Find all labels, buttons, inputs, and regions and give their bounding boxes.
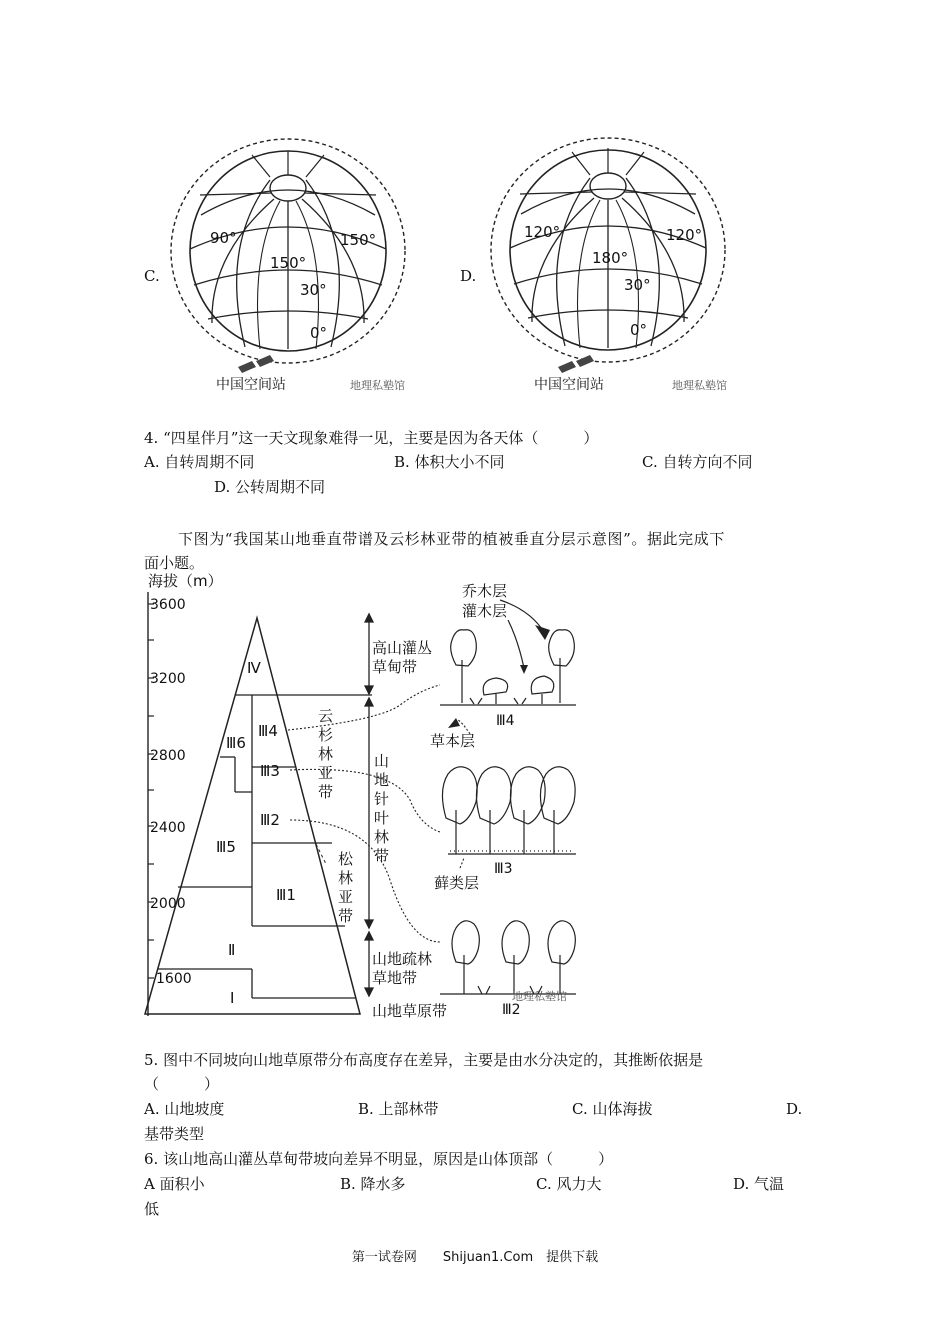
zone-i: Ⅰ xyxy=(230,989,235,1007)
zone-iii3: Ⅲ3 xyxy=(260,762,280,780)
q4-option-c: C. 自转方向不同 xyxy=(642,453,753,471)
q4-option-b: B. 体积大小不同 xyxy=(394,453,505,471)
zone-ii: Ⅱ xyxy=(228,941,236,959)
q6-option-d-cont: 低 xyxy=(144,1200,160,1218)
pine-4: 带 xyxy=(338,907,354,925)
q5-option-d-cont: 基带类型 xyxy=(144,1125,205,1143)
q5-option-c: C. 山体海拔 xyxy=(572,1100,653,1118)
globe-d xyxy=(480,130,770,400)
tick-2400: 2400 xyxy=(150,820,186,836)
option-c-label: C. xyxy=(144,267,160,285)
tick-3200: 3200 xyxy=(150,671,186,687)
spruce-5: 带 xyxy=(318,783,334,801)
tick-2800: 2800 xyxy=(150,748,186,764)
q4-stem: 4. “四星伴月”这一天文现象难得一见，主要是因为各天体（ ） xyxy=(144,429,599,447)
panel-iii4 xyxy=(440,630,576,705)
conifer-1: 山 xyxy=(374,752,390,770)
globe-c xyxy=(160,135,450,400)
panel-iii2 xyxy=(440,921,576,994)
pine-2: 林 xyxy=(338,869,354,887)
globe-c-lon-left: 90° xyxy=(210,229,237,247)
globe-c-lon-mid: 150° xyxy=(270,254,307,272)
q5-paren: （ ） xyxy=(144,1075,220,1093)
axis-label: 海拔（m） xyxy=(148,572,223,590)
mountain-zonation-figure xyxy=(140,570,610,1022)
q5-option-a: A. 山地坡度 xyxy=(144,1100,225,1118)
globe-c-lat-0: 0° xyxy=(310,324,328,342)
globe-d-lat-0: 0° xyxy=(630,321,648,339)
layer-tree-label: 乔木层 xyxy=(462,582,508,600)
zone-iii2: Ⅲ2 xyxy=(260,811,280,829)
layer-shrub-label: 灌木层 xyxy=(462,602,508,620)
spruce-4: 亚 xyxy=(318,764,334,782)
belt-alpine-1: 高山灌丛 xyxy=(372,639,433,657)
q4-option-a: A. 自转周期不同 xyxy=(144,453,255,471)
figure-watermark: 地理私塾馆 xyxy=(512,990,567,1003)
globe-d-watermark: 地理私塾馆 xyxy=(672,379,727,392)
tick-2000: 2000 xyxy=(150,896,186,912)
globe-c-watermark: 地理私塾馆 xyxy=(350,379,405,392)
spruce-1: 云 xyxy=(318,707,334,725)
q6-option-a: A 面积小 xyxy=(144,1175,205,1193)
globe-c-lat-30: 30° xyxy=(300,281,327,299)
tick-1600: 1600 xyxy=(156,971,192,987)
sub-iii3-label: Ⅲ3 xyxy=(494,861,513,877)
sub-iii4-label: Ⅲ4 xyxy=(496,713,515,729)
zone-iii6: Ⅲ6 xyxy=(226,734,246,752)
globe-d-lon-right: 120° xyxy=(666,226,703,244)
layer-herb-label: 草本层 xyxy=(430,732,476,750)
globe-c-lon-right: 150° xyxy=(340,231,377,249)
q5-option-d: D. xyxy=(786,1100,803,1118)
globe-d-lon-left: 120° xyxy=(524,223,561,241)
belt-alpine-2: 草甸带 xyxy=(372,658,418,676)
q5-stem: 5. 图中不同坡向山地草原带分布高度存在差异，主要是由水分决定的，其推断依据是 xyxy=(144,1051,704,1069)
globe-d-caption: 中国空间站 xyxy=(534,377,604,393)
sub-iii2-label: Ⅲ2 xyxy=(502,1002,521,1018)
q6-option-c: C. 风力大 xyxy=(536,1175,602,1193)
pine-3: 亚 xyxy=(338,888,354,906)
zone-iii1: Ⅲ1 xyxy=(276,886,296,904)
belt-steppe: 山地草原带 xyxy=(372,1002,448,1020)
page-footer: 第一试卷网 Shijuan1.Com 提供下载 xyxy=(351,1250,599,1265)
spruce-2: 杉 xyxy=(318,726,334,744)
conifer-2: 地 xyxy=(374,771,390,789)
q6-stem: 6. 该山地高山灌丛草甸带坡向差异不明显，原因是山体顶部（ ） xyxy=(144,1150,614,1168)
spruce-3: 林 xyxy=(318,745,334,763)
zone-iii5: Ⅲ5 xyxy=(216,838,236,856)
globe-c-caption: 中国空间站 xyxy=(216,377,286,393)
conifer-3: 针 xyxy=(374,790,390,808)
globe-d-lon-mid: 180° xyxy=(592,249,629,267)
q4-option-d: D. 公转周期不同 xyxy=(214,478,326,496)
conifer-5: 林 xyxy=(374,828,390,846)
option-d-label: D. xyxy=(460,267,477,285)
q6-option-d: D. 气温 xyxy=(733,1175,785,1193)
station-icon xyxy=(238,355,274,373)
globe-d-lat-30: 30° xyxy=(624,276,651,294)
zone-iii4: Ⅲ4 xyxy=(258,722,278,740)
belt-sparse-1: 山地疏林 xyxy=(372,950,433,968)
panel-iii3 xyxy=(442,767,576,854)
pine-1: 松 xyxy=(338,850,354,868)
intro-line1: 下图为“我国某山地垂直带谱及云杉林亚带的植被垂直分层示意图”。据此完成下 xyxy=(178,530,725,548)
intro-line2: 面小题。 xyxy=(144,554,205,572)
layer-moss-label: 藓类层 xyxy=(434,874,480,892)
zone-iv: Ⅳ xyxy=(247,659,261,677)
belt-sparse-2: 草地带 xyxy=(372,969,418,987)
conifer-4: 叶 xyxy=(374,809,390,827)
tick-3600: 3600 xyxy=(150,597,186,613)
q6-option-b: B. 降水多 xyxy=(340,1175,406,1193)
conifer-6: 带 xyxy=(374,847,390,865)
q5-option-b: B. 上部林带 xyxy=(358,1100,439,1118)
